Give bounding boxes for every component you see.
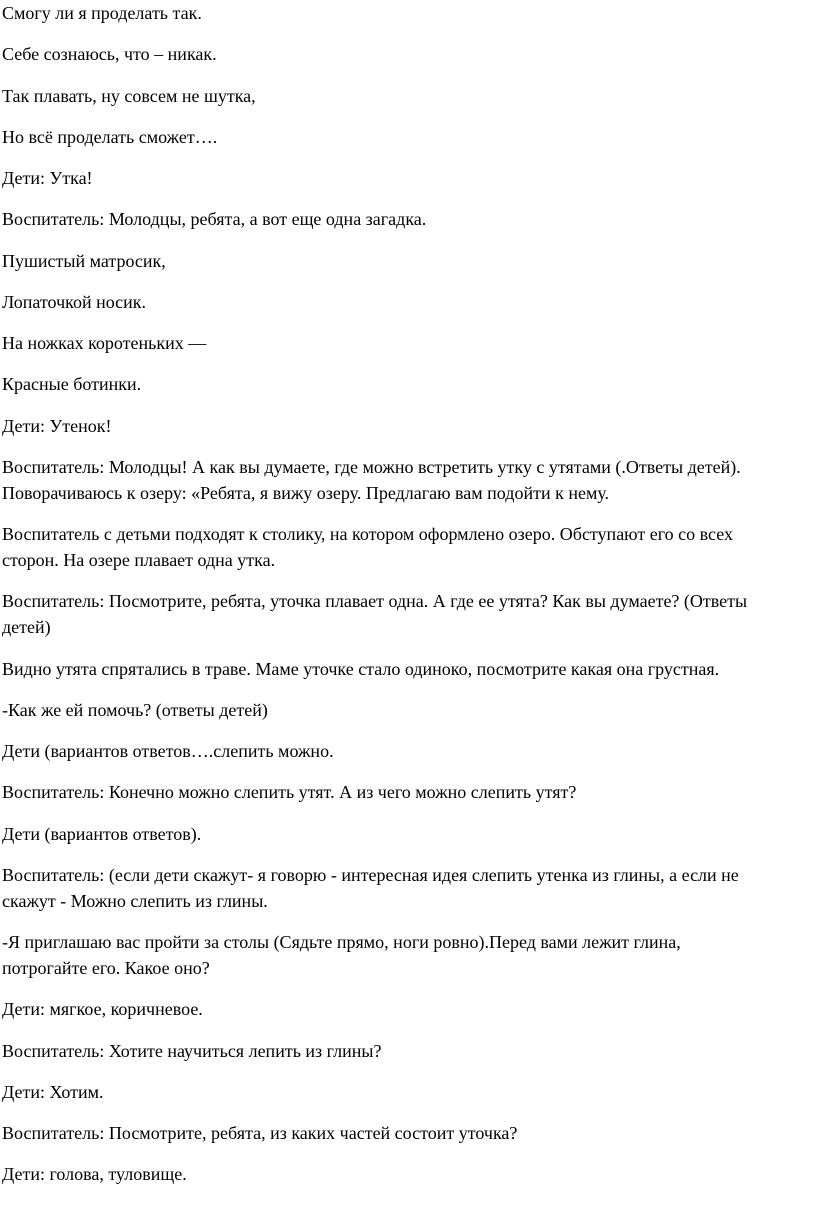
text-line: Лопаточкой носик. (2, 291, 147, 312)
text-line: Дети: Хотим. (2, 1081, 104, 1102)
text-line: Себе сознаюсь, что – никак. (2, 44, 217, 65)
paragraph (2, 521, 816, 573)
paragraph (2, 697, 816, 723)
text-line: Воспитатель: Посмотрите, ребята, из каких частей состоит уточка? (2, 1123, 518, 1143)
paragraph (2, 1120, 816, 1146)
text-line: -Как же ей помочь? (ответы детей) (2, 699, 268, 720)
text-line: Поворачиваюсь к озеру: «Ребята, я вижу озеру. Предлагаю вам подойти к нему. (2, 482, 610, 503)
text-line: потрогайте его. Какое оно? (2, 958, 210, 978)
paragraph (2, 0, 816, 26)
paragraph (2, 738, 816, 764)
paragraph (2, 779, 816, 805)
text-line: Дети (вариантов ответов). (2, 823, 202, 844)
text-line: Воспитатель с детьми подходят к столику, на котором оформлено озеро. Обступают его со всех (2, 524, 734, 544)
text-line: Дети: Утка! (2, 168, 93, 188)
text-line: Воспитатель: Посмотрите, ребята, уточка плавает одна. А где ее утята? Как вы думаете? (Ответы (2, 591, 748, 612)
paragraph (2, 330, 816, 356)
text-line: Воспитатель: Конечно можно слепить утят. А из чего можно слепить утят? (2, 782, 577, 803)
paragraph (2, 413, 816, 439)
text-line: Смогу ли я проделать так. (2, 3, 202, 23)
text-line: Видно утята спрятались в траве. Маме уточке стало одиноко, посмотрите какая она грустная. (2, 658, 720, 679)
text-line: Красные ботинки. (2, 374, 142, 395)
paragraph (2, 1038, 816, 1064)
text-line: Пушистый матросик, (2, 250, 166, 271)
paragraph (2, 248, 816, 274)
text-line: Дети: Утенок! (2, 415, 112, 436)
text-line: сторон. На озере плавает одна утка. (2, 550, 276, 570)
paragraph (2, 656, 816, 682)
paragraph (2, 929, 816, 981)
paragraph (2, 289, 816, 315)
text-line: Дети: мягкое, коричневое. (2, 999, 203, 1020)
paragraph (2, 124, 816, 150)
paragraph (2, 588, 816, 640)
text-line: Воспитатель: (если дети скажут- я говорю - интересная идея слепить утенка из глины, а если не (2, 864, 739, 885)
text-line: Дети: голова, туловище. (2, 1164, 187, 1185)
paragraph (2, 862, 816, 914)
paragraph (2, 454, 816, 506)
paragraph (2, 165, 816, 191)
paragraph (2, 206, 816, 232)
text-line: Но всё проделать сможет…. (2, 126, 218, 147)
text-line: детей) (2, 617, 51, 638)
text-line: На ножках коротеньких — (2, 333, 207, 353)
text-line: Воспитатель: Молодцы, ребята, а вот еще одна загадка. (2, 209, 427, 230)
text-line: Воспитатель: Хотите научиться лепить из глины? (2, 1040, 382, 1061)
text-line: Так плавать, ну совсем не шутка, (2, 85, 256, 106)
paragraph (2, 83, 816, 109)
paragraph (2, 1079, 816, 1105)
text-line: скажут - Можно слепить из глины. (2, 890, 268, 911)
paragraph (2, 821, 816, 847)
paragraph (2, 371, 816, 397)
paragraph (2, 996, 816, 1022)
text-line: Дети (вариантов ответов….слепить можно. (2, 741, 334, 761)
text-line: -Я приглашаю вас пройти за столы (Сядьте прямо, ноги ровно).Перед вами лежит глина, (2, 932, 681, 952)
paragraph (2, 41, 816, 67)
paragraph (2, 1161, 816, 1187)
text-line: Воспитатель: Молодцы! А как вы думаете, где можно встретить утку с утятами (.Ответы детей). (2, 456, 741, 477)
